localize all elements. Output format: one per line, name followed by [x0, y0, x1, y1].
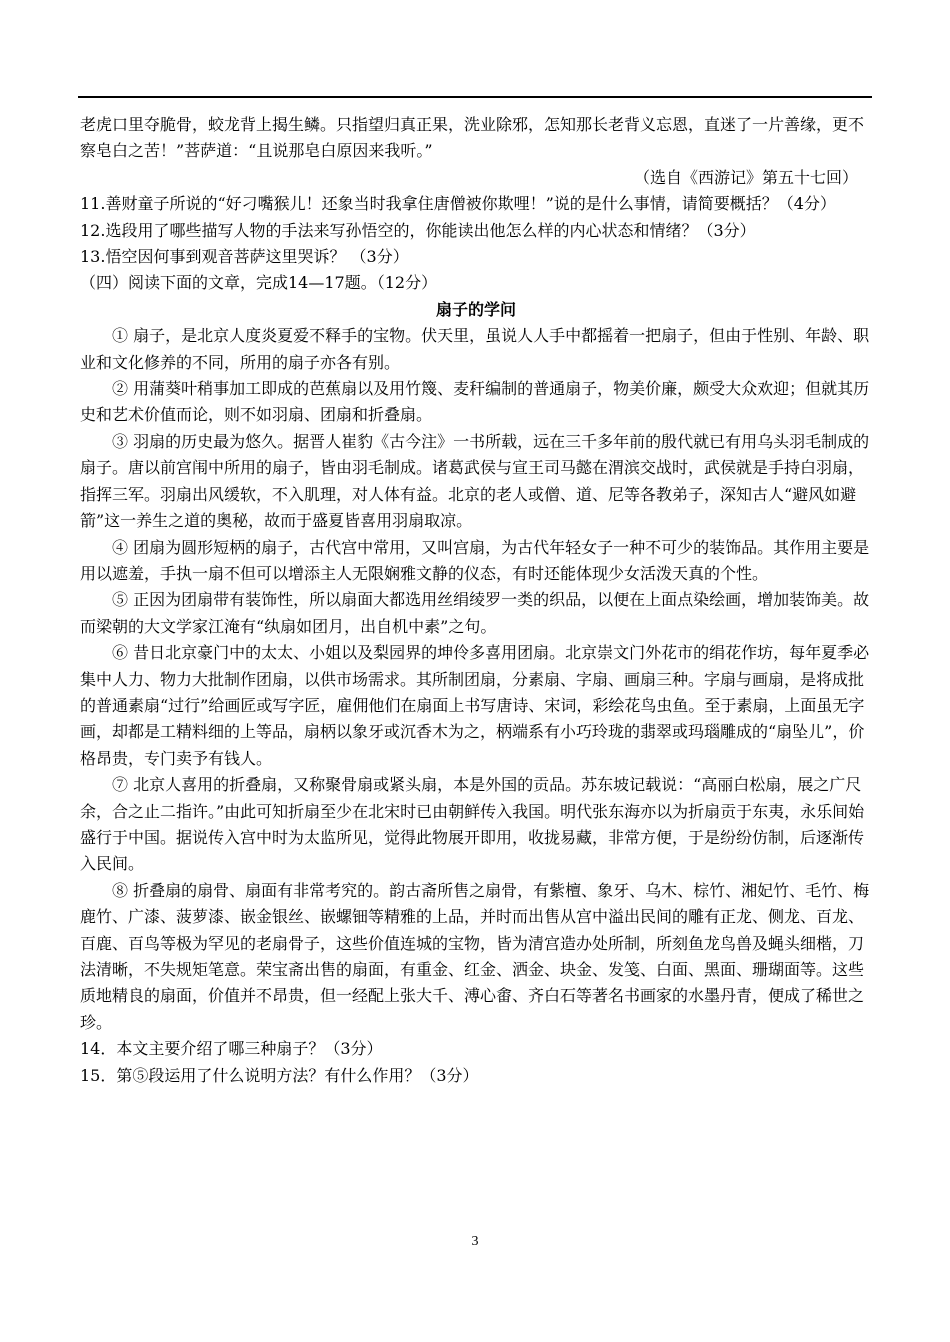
- excerpt-text: 老虎口里夺脆骨，蛟龙背上揭生鳞。只指望归真正果，洗业除邪，怎知那长老背义忘恩，直迷了一片善缘，更不察皂白之苦！”菩萨道：“且说那皂白原因来我听。”: [80, 115, 865, 161]
- question-15: 15．第⑤段运用了什么说明方法？有什么作用？（3分）: [80, 1065, 479, 1085]
- question-11: 11.善财童子所说的“好刁嘴猴儿！还象当时我拿住唐僧被你欺哩！”说的是什么事情，请简要概括？（4分）: [80, 194, 836, 214]
- paragraph-1: ① 扇子，是北京人度炎夏爱不释手的宝物。伏天里，虽说人人手中都摇着一把扇子，但由于性别、年龄、职业和文化修养的不同，所用的扇子亦各有别。: [80, 326, 870, 372]
- article-title: 扇子的学问: [435, 299, 516, 319]
- excerpt-source: （选自《西游记》第五十七回）: [633, 167, 858, 187]
- question-12: 12.选段用了哪些描写人物的手法来写孙悟空的，你能读出他怎么样的内心状态和情绪？（3分）: [80, 220, 756, 240]
- question-13: 13.悟空因何事到观音菩萨这里哭诉？ （3分）: [80, 247, 409, 267]
- paragraph-8: ⑧ 折叠扇的扇骨、扇面有非常考究的。韵古斋所售之扇骨，有紫檀、象牙、乌木、棕竹、湘妃竹、毛竹、梅鹿竹、广漆、菠萝漆、嵌金银丝、嵌螺钿等精雅的上品，并时而出售从宫中溢出民间的雕有正龙、侧龙、百龙、百鹿、百鸟等极为罕见的老扇骨子，这些价值连城的宝物，皆为清宫造办处所制，所刻鱼龙鸟兽及蝇头细楷，刀法清晰，不失规矩笔意。荣宝斋出售的扇面，有重金、红金、洒金、块金、发笺、白面、黑面、珊瑚面等。这些质地精良的扇面，价值并不昂贵，但一经配上张大千、溥心畬、齐白石等著名书画家的水墨丹青，便成了稀世之珍。: [80, 880, 870, 1032]
- header-rule: [78, 96, 872, 98]
- page-number: 3: [471, 1234, 479, 1249]
- paragraph-5: ⑤ 正因为团扇带有装饰性，所以扇面大都选用丝绢绫罗一类的织品，以便在上面点染绘画，增加装饰美。故而梁朝的大文学家江淹有“纨扇如团月，出自机中素”之句。: [80, 590, 870, 636]
- page-content: [80, 112, 872, 1089]
- question-14: 14．本文主要介绍了哪三种扇子？（3分）: [80, 1039, 383, 1059]
- section-4-heading: （四）阅读下面的文章，完成14—17题。（12分）: [80, 273, 438, 293]
- paragraph-7: ⑦ 北京人喜用的折叠扇，又称聚骨扇或紧头扇，本是外国的贡品。苏东坡记载说：“高丽白松扇，展之广尺余，合之止二指许。”由此可知折扇至少在北宋时已由朝鲜传入我国。明代张东海亦以为折扇贡于东夷，永乐间始盛行于中国。据说传入宫中时为太监所见，觉得此物展开即用，收拢易藏，非常方便，于是纷纷仿制，后逐渐传入民间。: [80, 775, 865, 874]
- paragraph-4: ④ 团扇为圆形短柄的扇子，古代宫中常用，又叫宫扇，为古代年轻女子一种不可少的装饰品。其作用主要是用以遮羞，手执一扇不但可以增添主人无限娴雅文静的仪态，有时还能体现少女活泼天真的个性。: [80, 537, 870, 583]
- paragraph-2: ② 用蒲葵叶稍事加工即成的芭蕉扇以及用竹篾、麦秆编制的普通扇子，物美价廉，颇受大众欢迎；但就其历史和艺术价值而论，则不如羽扇、团扇和折叠扇。: [80, 379, 870, 425]
- paragraph-6: ⑥ 昔日北京豪门中的太太、小姐以及梨园界的坤伶多喜用团扇。北京崇文门外花市的绢花作坊，每年夏季必集中人力、物力大批制作团扇，以供市场需求。其所制团扇，分素扇、字扇、画扇三种。字扇与画扇，是将成批的普通素扇“过行”给画匠或写字匠，雇佣他们在扇面上书写唐诗、宋词，彩绘花鸟虫鱼。至于素扇，上面虽无字画，却都是工精料细的上等品，扇柄以象牙或沉香木为之，柄端系有小巧玲珑的翡翠或玛瑙雕成的“扇坠儿”，价格昂贵，专门卖予有钱人。: [80, 643, 870, 768]
- paragraph-3: ③ 羽扇的历史最为悠久。据晋人崔豹《古今注》一书所载，远在三千多年前的殷代就已有用乌头羽毛制成的扇子。唐以前宫闱中所用的扇子，皆由羽毛制成。诸葛武侯与宣王司马懿在渭滨交战时，武侯就是手持白羽扇，指挥三军。羽扇出风缓软，不入肌理，对人体有益。北京的老人或僧、道、尼等各教弟子，深知古人“避风如避箭”这一养生之道的奥秘，故而于盛夏皆喜用羽扇取凉。: [80, 431, 870, 531]
